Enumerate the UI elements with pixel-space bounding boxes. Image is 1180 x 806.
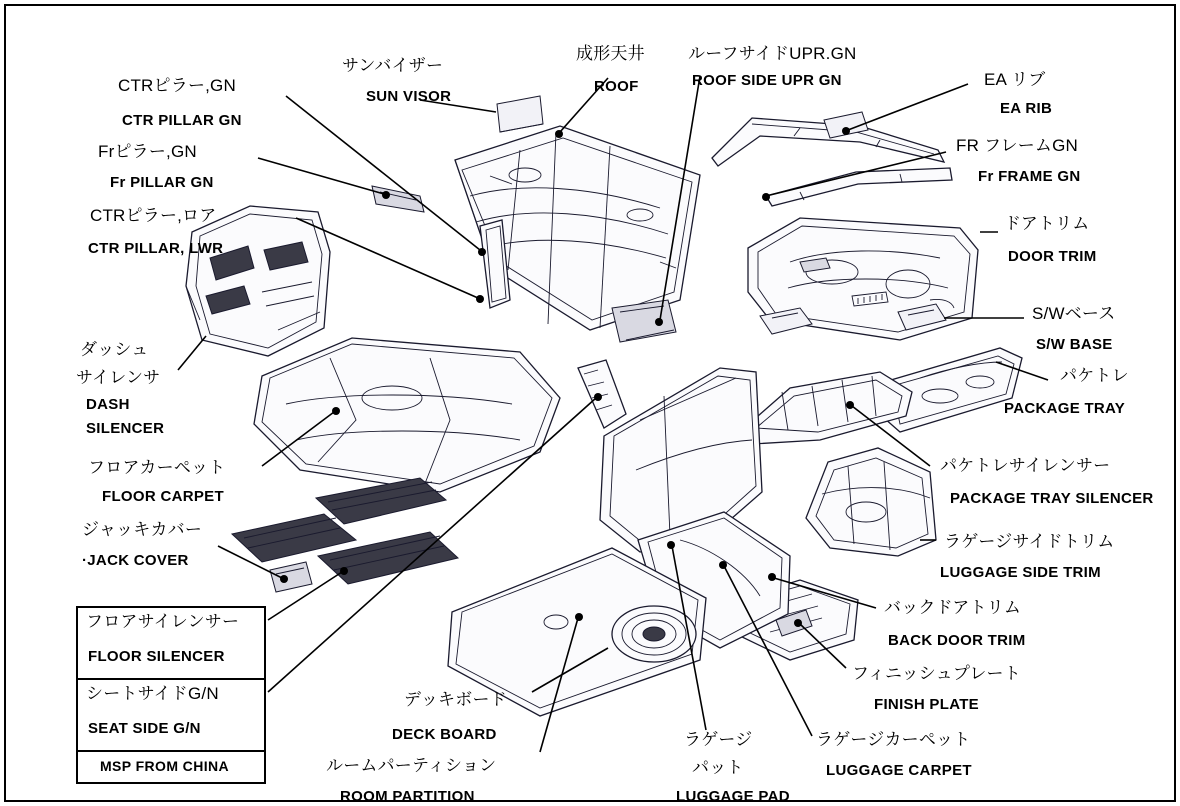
legend-msp-note: MSP FROM CHINA <box>100 758 230 774</box>
legend-seat-side-en: SEAT SIDE G/N <box>88 720 201 737</box>
jack-cover-part <box>270 562 312 592</box>
legend-seat-side-jp: シートサイドG/N <box>86 684 219 703</box>
label-luggage-pad-jp-line2: パット <box>692 758 744 777</box>
label-sw-base-jp: S/Wベース <box>1032 304 1116 323</box>
label-package-tray-en: PACKAGE TRAY <box>1004 400 1126 417</box>
label-luggage-side-trim-jp: ラゲージサイドトリム <box>944 532 1115 551</box>
label-fr-frame-gn-jp: FR フレームGN <box>956 136 1079 155</box>
label-room-partition-jp: ルームパーティション <box>326 756 497 775</box>
label-jack-cover-jp: ジャッキカバー <box>82 520 203 539</box>
label-dash-silencer-en-line2: SILENCER <box>86 420 165 437</box>
label-back-door-trim-en: BACK DOOR TRIM <box>888 632 1026 649</box>
label-luggage-pad-jp-line1: ラゲージ <box>684 730 753 749</box>
label-door-trim-en: DOOR TRIM <box>1008 248 1097 265</box>
ctr-pillar-lwr-part <box>612 300 676 342</box>
label-fr-pillar-gn-jp: Frピラー,GN <box>98 142 197 161</box>
label-sun-visor-en: SUN VISOR <box>366 88 452 105</box>
label-roof-jp: 成形天井 <box>576 44 645 63</box>
label-dash-silencer-jp-line1: ダッシュ <box>80 340 149 359</box>
label-floor-carpet-en: FLOOR CARPET <box>102 488 224 505</box>
luggage-side-trim-part <box>806 448 936 556</box>
deck-board-part <box>612 606 696 662</box>
label-luggage-side-trim-en: LUGGAGE SIDE TRIM <box>940 564 1101 581</box>
legend-divider-1 <box>78 678 264 680</box>
dash-silencer-part <box>186 206 330 356</box>
sun-visor-part <box>497 96 543 132</box>
label-ctr-pillar-gn-en: CTR PILLAR GN <box>122 112 242 129</box>
label-ctr-pillar-lwr-en: CTR PILLAR, LWR <box>88 240 224 257</box>
seat-side-gn-part <box>578 360 626 428</box>
floor-carpet-part <box>254 338 560 492</box>
label-luggage-carpet-jp: ラゲージカーペット <box>816 730 971 749</box>
label-package-tray-silencer-jp: パケトレサイレンサー <box>940 456 1111 475</box>
label-ctr-pillar-lwr-jp: CTRピラー,ロア <box>90 206 217 225</box>
label-roof-side-upr-gn-jp: ルーフサイドUPR.GN <box>688 44 857 63</box>
label-dash-silencer-en-line1: DASH <box>86 396 130 413</box>
label-luggage-carpet-en: LUGGAGE CARPET <box>826 762 972 779</box>
label-ea-rib-jp: EA リブ <box>984 70 1046 89</box>
legend-floor-silencer-jp: フロアサイレンサー <box>86 612 240 631</box>
label-sun-visor-jp: サンバイザー <box>342 56 444 75</box>
label-door-trim-jp: ドアトリム <box>1004 214 1090 233</box>
label-roof-side-upr-gn-en: ROOF SIDE UPR GN <box>692 72 842 89</box>
label-package-tray-silencer-en: PACKAGE TRAY SILENCER <box>950 490 1154 507</box>
label-fr-frame-gn-en: Fr FRAME GN <box>978 168 1081 185</box>
label-jack-cover-en: ·JACK COVER <box>82 552 189 569</box>
label-fr-pillar-gn-en: Fr PILLAR GN <box>110 174 214 191</box>
label-package-tray-jp: パケトレ <box>1060 366 1129 385</box>
label-ctr-pillar-gn-jp: CTRピラー,GN <box>118 76 236 95</box>
legend-divider-2 <box>78 750 264 752</box>
label-finish-plate-jp: フィニッシュプレート <box>852 664 1021 683</box>
label-floor-carpet-jp: フロアカーペット <box>88 458 226 477</box>
label-ea-rib-en: EA RIB <box>1000 100 1053 117</box>
label-sw-base-en: S/W BASE <box>1036 336 1113 353</box>
label-roof-en: ROOF <box>594 78 639 95</box>
label-dash-silencer-jp-line2: サイレンサ <box>76 368 161 387</box>
label-room-partition-en: ROOM PARTITION <box>340 788 475 805</box>
legend-floor-silencer-en: FLOOR SILENCER <box>88 648 225 665</box>
label-finish-plate-en: FINISH PLATE <box>874 696 979 713</box>
label-deck-board-jp: デッキボード <box>404 690 507 709</box>
label-luggage-pad-en: LUGGAGE PAD <box>676 788 790 805</box>
label-back-door-trim-jp: バックドアトリム <box>884 598 1022 617</box>
label-deck-board-en: DECK BOARD <box>392 726 497 743</box>
